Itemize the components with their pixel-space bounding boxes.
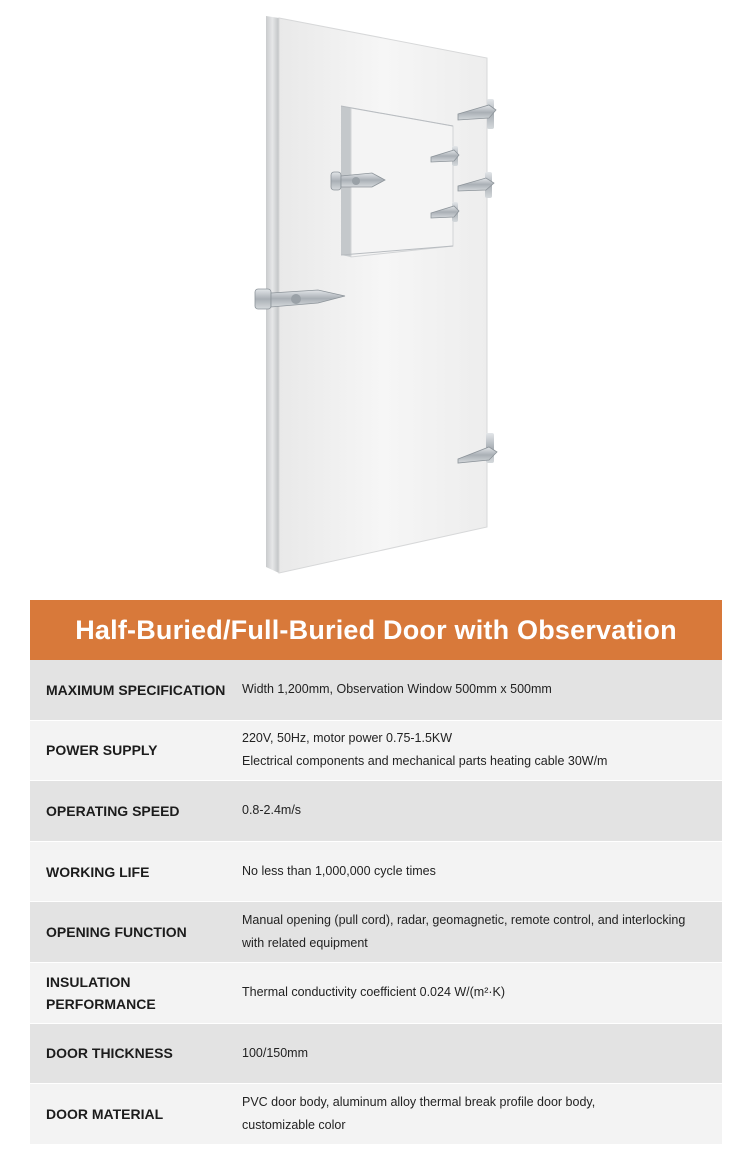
table-row [30,902,722,963]
spec-table [30,600,722,1145]
spec-value-line: Thermal conductivity coefficient 0.024 W/(m²·K) [242,985,506,1000]
spec-value-line: No less than 1,000,000 cycle times [242,864,436,879]
spec-value [228,860,722,883]
spec-value [228,909,722,955]
table-row [30,1084,722,1145]
spec-label: MAXIMUM SPECIFICATION [46,681,226,698]
spec-value [228,727,722,773]
table-row [30,660,722,721]
table-header [30,600,722,660]
spec-label: INSULATION PERFORMANCE [46,973,156,1012]
spec-value-line: 100/150mm [242,1045,309,1060]
spec-value [228,1091,722,1137]
spec-value-line: 0.8-2.4m/s [242,803,302,818]
spec-label: POWER SUPPLY [46,742,158,759]
spec-value-line: Manual opening (pull cord), radar, geomagnetic, remote control, and interlocking [242,913,686,928]
spec-label: OPENING FUNCTION [46,924,187,941]
spec-value [228,1042,722,1065]
spec-label: DOOR THICKNESS [46,1045,173,1062]
spec-label: OPERATING SPEED [46,802,180,819]
spec-value [228,678,722,701]
table-row [30,842,722,903]
table-row [30,963,722,1024]
spec-label: DOOR MATERIAL [46,1105,164,1122]
spec-value [228,799,722,822]
spec-label: WORKING LIFE [46,863,150,880]
spec-value-line: Width 1,200mm, Observation Window 500mm x 500mm [242,682,552,697]
table-title: Half-Buried/Full-Buried Door with Observation [75,614,677,645]
spec-value-line: Electrical components and mechanical parts heating cable 30W/m [242,754,608,769]
spec-value-line: PVC door body, aluminum alloy thermal break profile door body, [242,1094,596,1109]
spec-value [228,981,722,1004]
table-row [30,721,722,782]
table-row [30,1024,722,1085]
table-row [30,781,722,842]
spec-value-line: 220V, 50Hz, motor power 0.75-1.5KW [242,731,453,746]
spec-value-line: with related equipment [242,936,368,951]
spec-value-line: customizable color [242,1117,346,1132]
